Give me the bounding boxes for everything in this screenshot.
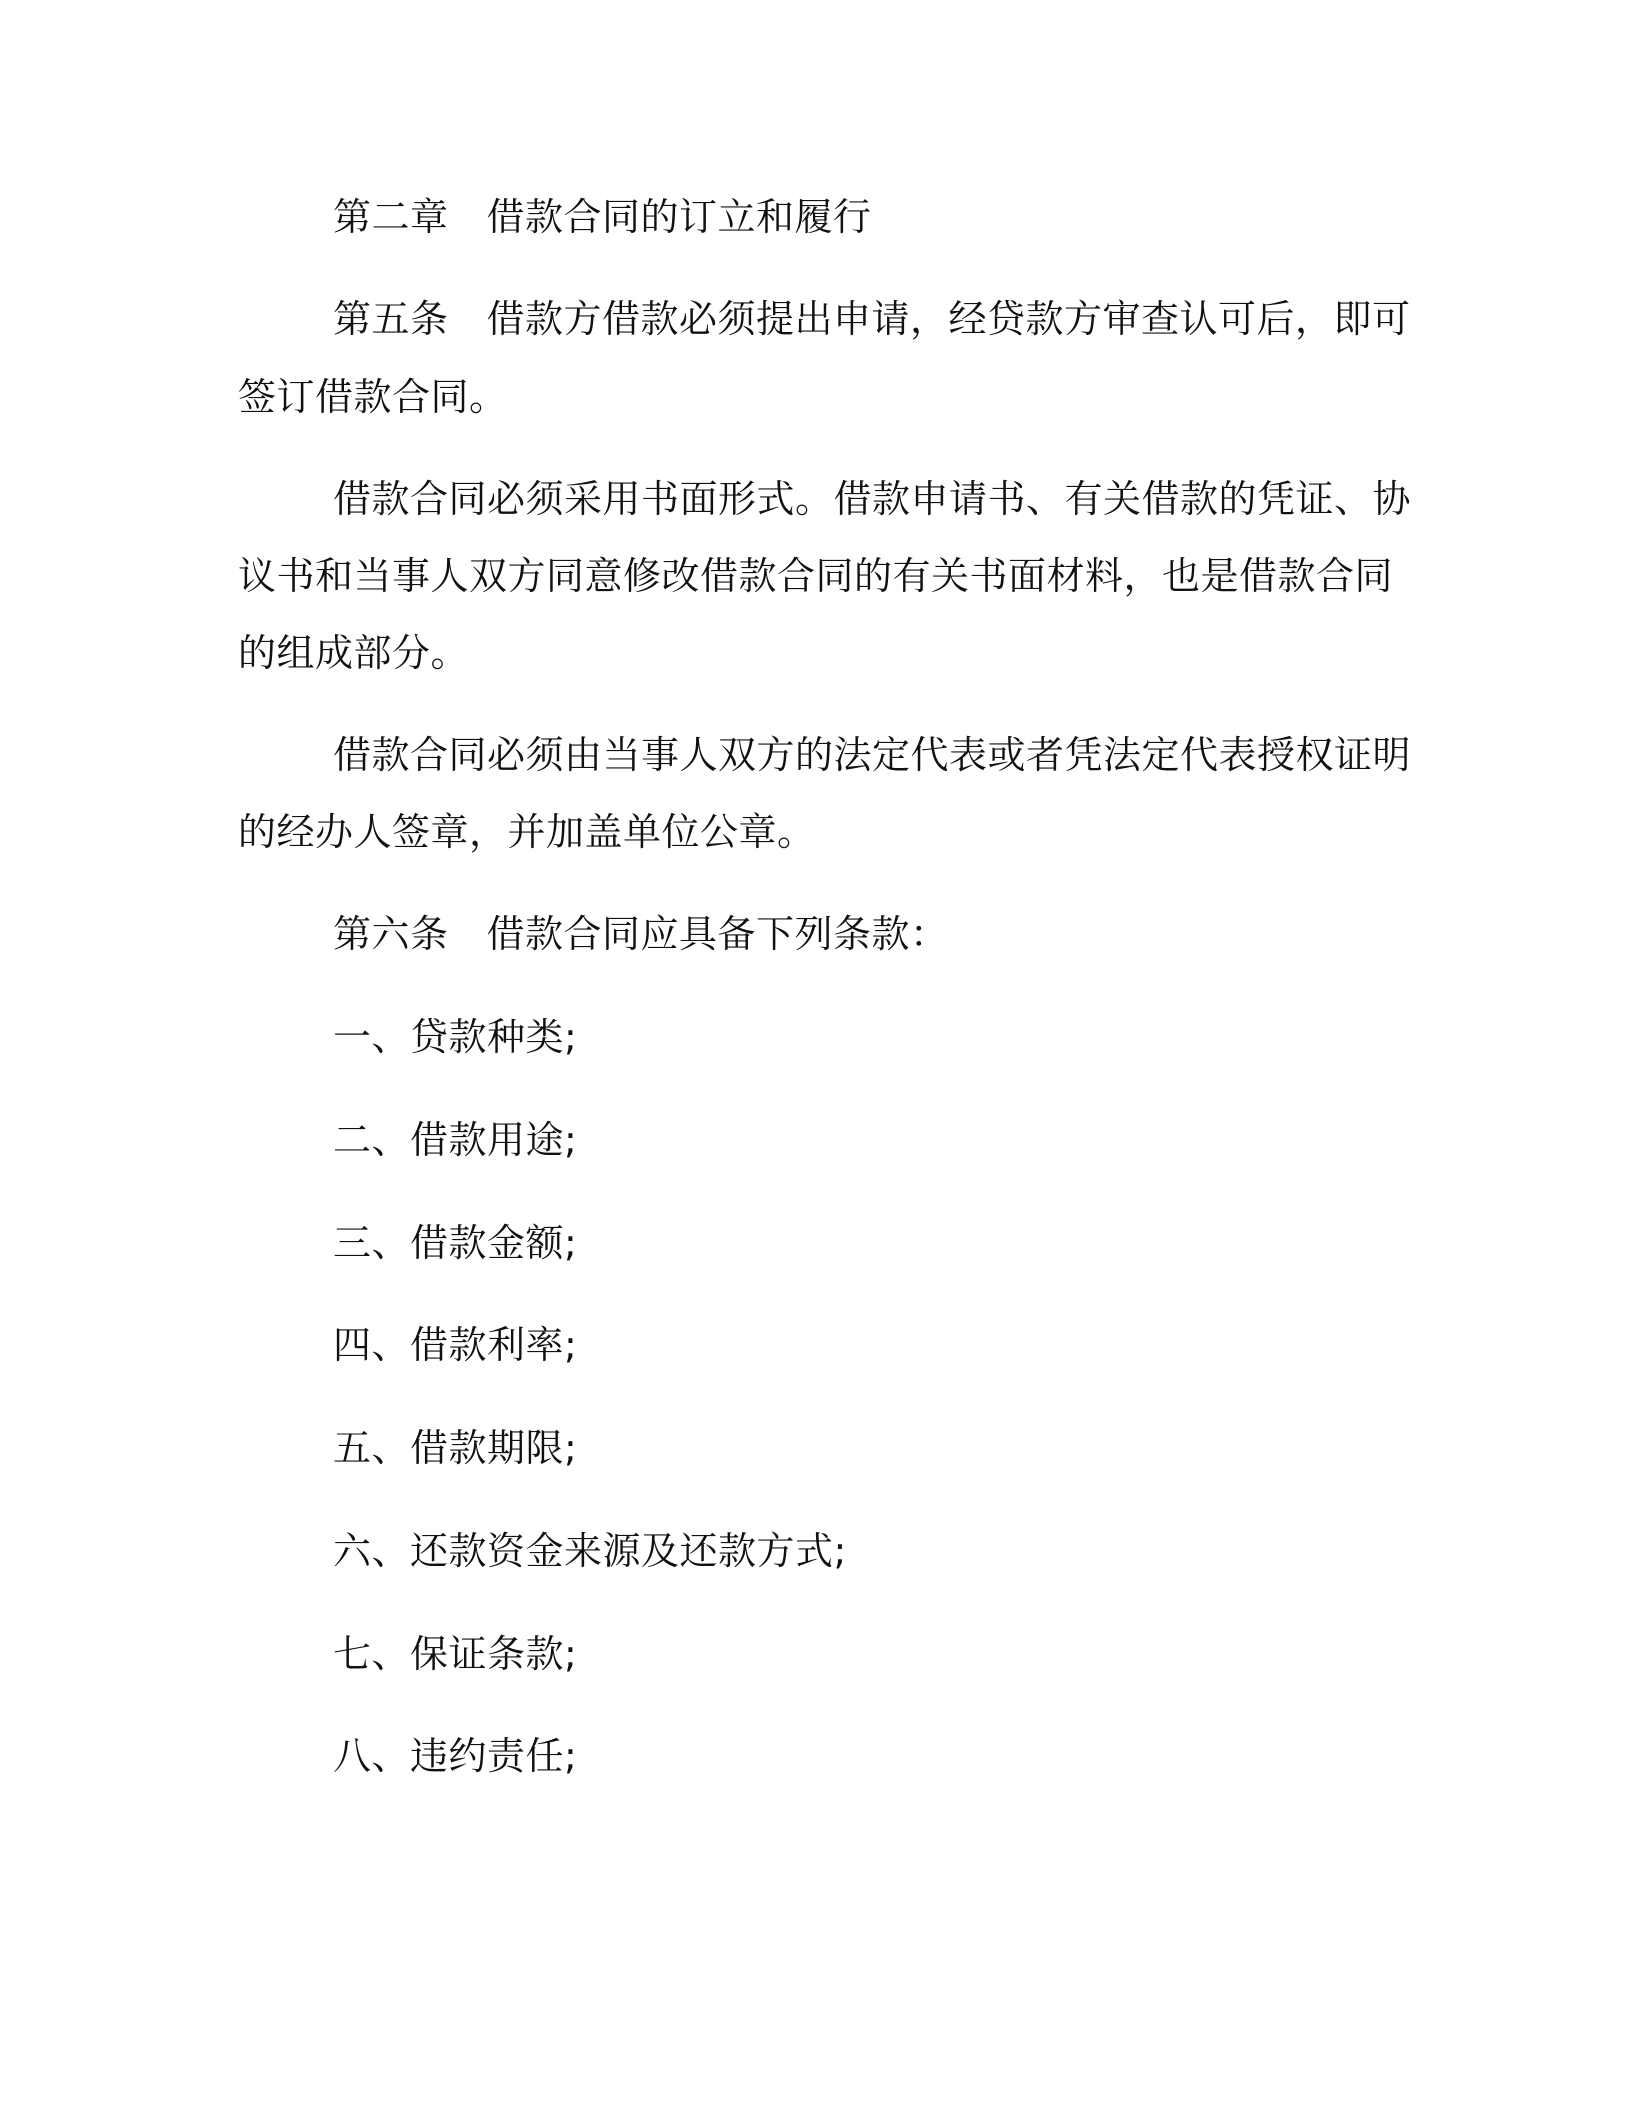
clause-item: 六、还款资金来源及还款方式; (333, 1529, 847, 1573)
signature-line-1: 借款合同必须由当事人双方的法定代表或者凭法定代表授权证明 (333, 733, 1412, 777)
written-form-line-2: 议书和当事人双方同意修改借款合同的有关书面材料，也是借款合同 (238, 554, 1394, 598)
chapter-number: 第二章 (333, 195, 449, 239)
clause-item: 二、借款用途; (333, 1118, 578, 1162)
clause-item: 七、保证条款; (333, 1632, 578, 1676)
article-6-number: 第六条 (333, 912, 449, 956)
article-5-line-2: 签订借款合同。 (238, 375, 508, 419)
article-6-heading (333, 909, 949, 959)
clause-item: 一、贷款种类; (333, 1015, 578, 1059)
clause-item: 五、借款期限; (333, 1426, 578, 1470)
clause-item: 三、借款金额; (333, 1221, 578, 1265)
clause-item: 四、借款利率; (333, 1323, 578, 1367)
article-5-line-1 (333, 294, 1411, 344)
article-5-text-1: 借款方借款必须提出申请，经贷款方审查认可后，即可 (486, 297, 1411, 341)
article-5-number: 第五条 (333, 297, 449, 341)
chapter-heading (333, 192, 872, 242)
chapter-title: 借款合同的订立和履行 (486, 195, 872, 239)
clause-item: 八、违约责任; (333, 1734, 578, 1778)
written-form-line-1: 借款合同必须采用书面形式。借款申请书、有关借款的凭证、协 (333, 477, 1412, 521)
signature-line-2: 的经办人签章，并加盖单位公章。 (238, 810, 816, 854)
written-form-line-3: 的组成部分。 (238, 631, 470, 675)
article-6-text: 借款合同应具备下列条款： (486, 912, 949, 956)
